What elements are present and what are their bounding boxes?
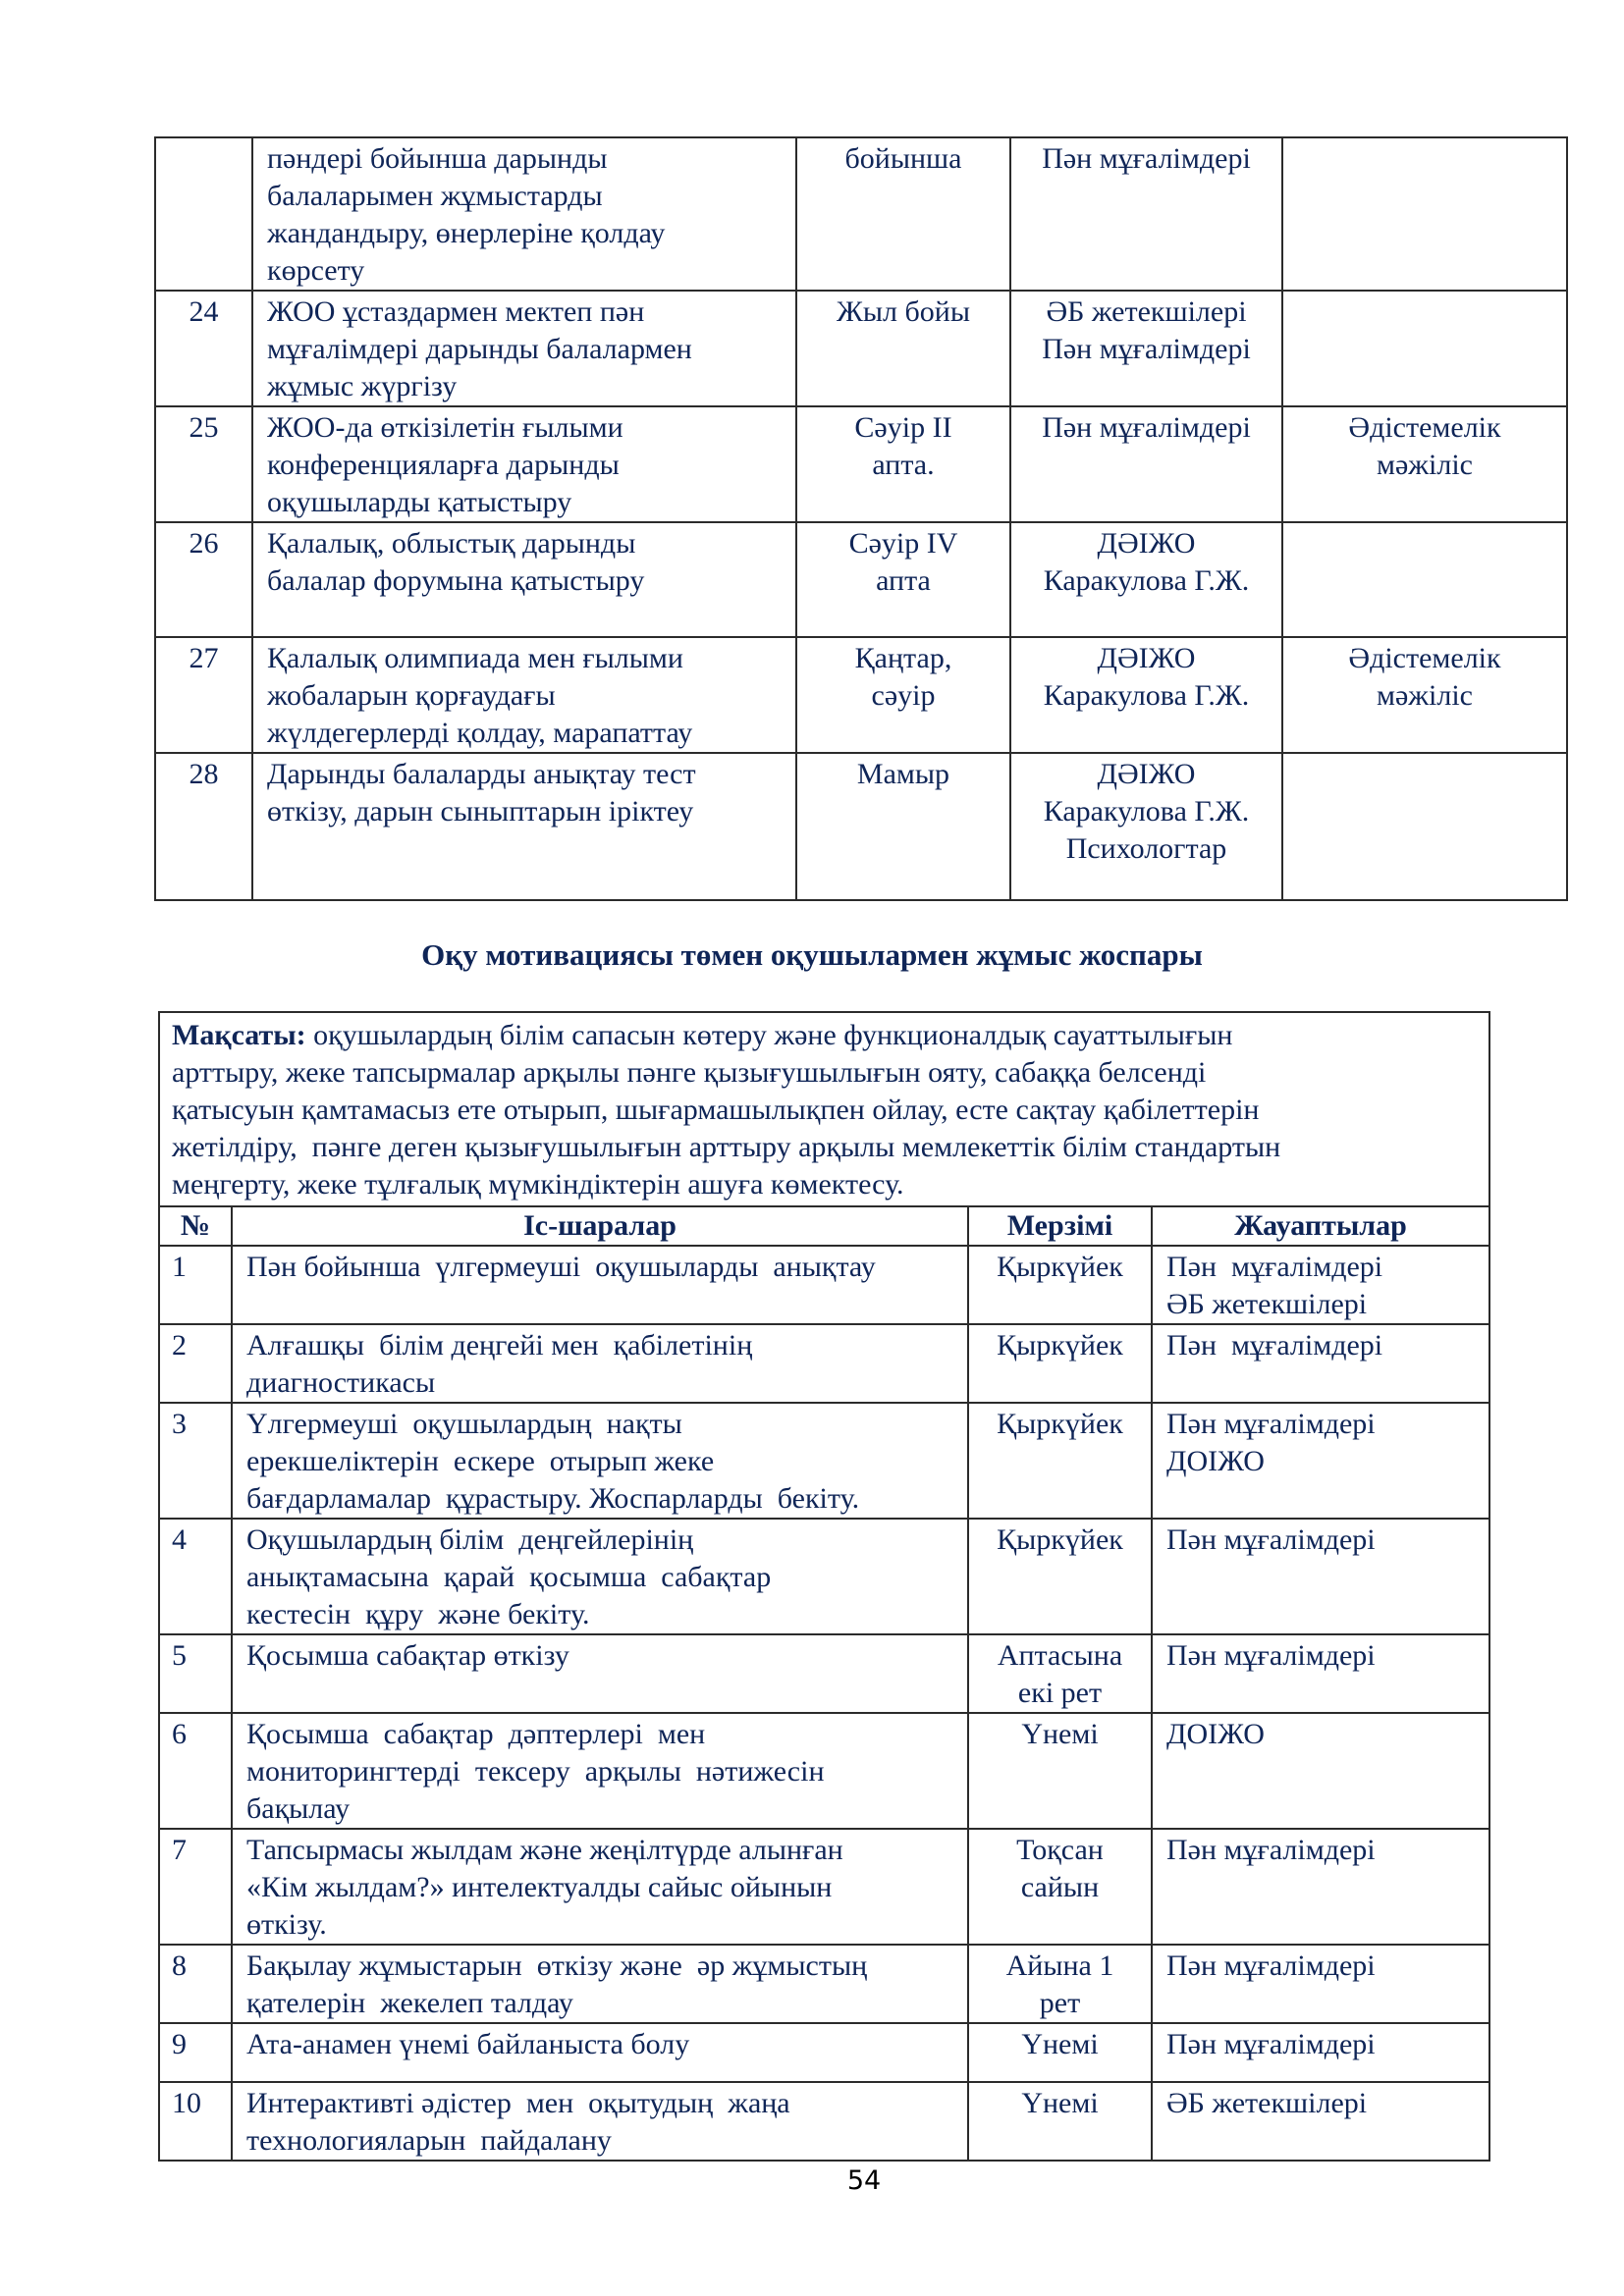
deadline-cell: Жыл бойы [796, 291, 1010, 406]
responsible-cell: Пән мұғалімдері [1010, 406, 1282, 522]
deadline-cell: Сәуір IV апта [796, 522, 1010, 637]
header-row [159, 1206, 1489, 1246]
row-number: 4 [159, 1519, 232, 1634]
responsible-cell: ДӘІЖО Каракулова Г.Ж. Психологтар [1010, 753, 1282, 900]
table-row [159, 2023, 1489, 2082]
note-cell [1282, 753, 1567, 900]
row-number: 24 [155, 291, 252, 406]
goal-text: оқушылардың білім сапасын көтеру және функционалдық сауаттылығын [305, 1019, 1233, 1051]
deadline-cell: Қаңтар, сәуір [796, 637, 1010, 753]
responsible-cell: Пән мұғалімдері [1152, 1324, 1489, 1403]
row-number: 25 [155, 406, 252, 522]
row-number [155, 137, 252, 291]
table-row [159, 1945, 1489, 2023]
table-row [155, 137, 1567, 291]
activity-cell: Қалалық, облыстық дарынды балалар форумына қатыстыру [252, 522, 796, 637]
gifted-students-plan-table-continued [154, 136, 1568, 901]
row-number: 2 [159, 1324, 232, 1403]
deadline-cell: Аптасына екі рет [968, 1634, 1152, 1713]
activity-cell: Пән бойынша үлгермеуші оқушыларды анықтау [232, 1246, 968, 1324]
deadline-cell: бойынша [796, 137, 1010, 291]
activity-cell: Үлгермеуші оқушылардың нақты ерекшеліктерін ескере отырып жеке бағдарламалар құрастыру. Жоспарларды бекіту. [232, 1403, 968, 1519]
responsible-cell: Пән мұғалімдері [1152, 1634, 1489, 1713]
activity-cell: Алғашқы білім деңгейі мен қабілетінің диагностикасы [232, 1324, 968, 1403]
header-responsible: Жауаптылар [1152, 1206, 1489, 1246]
goal-cell: Мақсаты: оқушылардың білім сапасын көтеру және функционалдық сауаттылығын арттыру, жеке тапсырмалар арқылы пәнге қызығушылығын ояту, сабаққа белсенді қатысуын қамтамасыз ете отырып, шығармашылықпен ойлау, есте сақтау қабілеттерін жетілдіру, пәнге деген қызығушылығын арттыру арқылы мемлекеттік білім стандартын меңгерту, жеке тұлғалық мүмкіндіктерін ашуға көмектесу. [159, 1012, 1489, 1206]
deadline-cell: Мамыр [796, 753, 1010, 900]
table-row [159, 2082, 1489, 2161]
row-number: 1 [159, 1246, 232, 1324]
activity-cell: Қосымша сабақтар өткізу [232, 1634, 968, 1713]
deadline-cell: Қыркүйек [968, 1403, 1152, 1519]
responsible-cell: Пән мұғалімдері ӘБ жетекшілері [1152, 1246, 1489, 1324]
table-row [159, 1324, 1489, 1403]
low-motivation-plan-table [158, 1011, 1490, 2162]
activity-cell: Оқушылардың білім деңгейлерінің анықтамасына қарай қосымша сабақтар кестесін құру және бекіту. [232, 1519, 968, 1634]
table-row [159, 1403, 1489, 1519]
activity-cell: Бақылау жұмыстарын өткізу және әр жұмыстың қателерін жекелеп талдау [232, 1945, 968, 2023]
responsible-cell: ДОІЖО [1152, 1713, 1489, 1829]
table-row [159, 1246, 1489, 1324]
activity-cell: Қосымша сабақтар дәптерлері мен мониторингтерді тексеру арқылы нәтижесін бақылау [232, 1713, 968, 1829]
activity-cell: Дарынды балаларды анықтау тест өткізу, дарын сыныптарын іріктеу [252, 753, 796, 900]
responsible-cell: ӘБ жетекшілері [1152, 2082, 1489, 2161]
header-deadline: Мерзімі [968, 1206, 1152, 1246]
responsible-cell: Пән мұғалімдері ДОІЖО [1152, 1403, 1489, 1519]
row-number: 10 [159, 2082, 232, 2161]
activity-cell: ЖОО ұстаздармен мектеп пән мұғалімдері дарынды балалармен жұмыс жүргізу [252, 291, 796, 406]
activity-cell: Қалалық олимпиада мен ғылыми жобаларын қорғаудағы жүлдегерлерді қолдау, марапаттау [252, 637, 796, 753]
header-number: № [159, 1206, 232, 1246]
note-cell [1282, 137, 1567, 291]
activity-cell: пәндері бойынша дарынды балаларымен жұмыстарды жандандыру, өнерлеріне қолдау көрсету [252, 137, 796, 291]
note-cell [1282, 522, 1567, 637]
responsible-cell: Пән мұғалімдері [1152, 2023, 1489, 2082]
row-number: 28 [155, 753, 252, 900]
responsible-cell: Пән мұғалімдері [1010, 137, 1282, 291]
note-cell: Әдістемелік мәжіліс [1282, 406, 1567, 522]
table-row [155, 522, 1567, 637]
goal-label: Мақсаты: [172, 1019, 306, 1051]
table-row [155, 291, 1567, 406]
deadline-cell: Қыркүйек [968, 1324, 1152, 1403]
activity-cell: Ата-анамен үнемі байланыста болу [232, 2023, 968, 2082]
row-number: 6 [159, 1713, 232, 1829]
note-cell: Әдістемелік мәжіліс [1282, 637, 1567, 753]
responsible-cell: ДӘІЖО Каракулова Г.Ж. [1010, 637, 1282, 753]
row-number: 7 [159, 1829, 232, 1945]
note-cell [1282, 291, 1567, 406]
responsible-cell: Пән мұғалімдері [1152, 1519, 1489, 1634]
deadline-cell: Үнемі [968, 2082, 1152, 2161]
deadline-cell: Қыркүйек [968, 1246, 1152, 1324]
row-number: 8 [159, 1945, 232, 2023]
deadline-cell: Сәуір II апта. [796, 406, 1010, 522]
responsible-cell: Пән мұғалімдері [1152, 1945, 1489, 2023]
row-number: 26 [155, 522, 252, 637]
header-activities: Іс-шаралар [232, 1206, 968, 1246]
activity-cell: Тапсырмасы жылдам және жеңілтүрде алынған «Кім жылдам?» интелектуалды сайыс ойынын өткізу. [232, 1829, 968, 1945]
activity-cell: ЖОО-да өткізілетін ғылыми конференцияларға дарынды оқушыларды қатыстыру [252, 406, 796, 522]
activity-cell: Интерактивті әдістер мен оқытудың жаңа технологияларын пайдалану [232, 2082, 968, 2161]
responsible-cell: ӘБ жетекшілері Пән мұғалімдері [1010, 291, 1282, 406]
deadline-cell: Үнемі [968, 2023, 1152, 2082]
table-row [155, 753, 1567, 900]
row-number: 3 [159, 1403, 232, 1519]
page-number: 54 [846, 2165, 882, 2196]
goal-row [159, 1012, 1489, 1206]
table-row [159, 1829, 1489, 1945]
deadline-cell: Айына 1 рет [968, 1945, 1152, 2023]
table-row [159, 1634, 1489, 1713]
row-number: 5 [159, 1634, 232, 1713]
table-row [159, 1519, 1489, 1634]
table-row [155, 406, 1567, 522]
row-number: 27 [155, 637, 252, 753]
table-row [155, 637, 1567, 753]
row-number: 9 [159, 2023, 232, 2082]
table-row [159, 1713, 1489, 1829]
responsible-cell: Пән мұғалімдері [1152, 1829, 1489, 1945]
responsible-cell: ДӘІЖО Каракулова Г.Ж. [1010, 522, 1282, 637]
deadline-cell: Үнемі [968, 1713, 1152, 1829]
deadline-cell: Қыркүйек [968, 1519, 1152, 1634]
deadline-cell: Тоқсан сайын [968, 1829, 1152, 1945]
section-heading: Оқу мотивациясы төмен оқушылармен жұмыс жоспары [421, 937, 1203, 972]
